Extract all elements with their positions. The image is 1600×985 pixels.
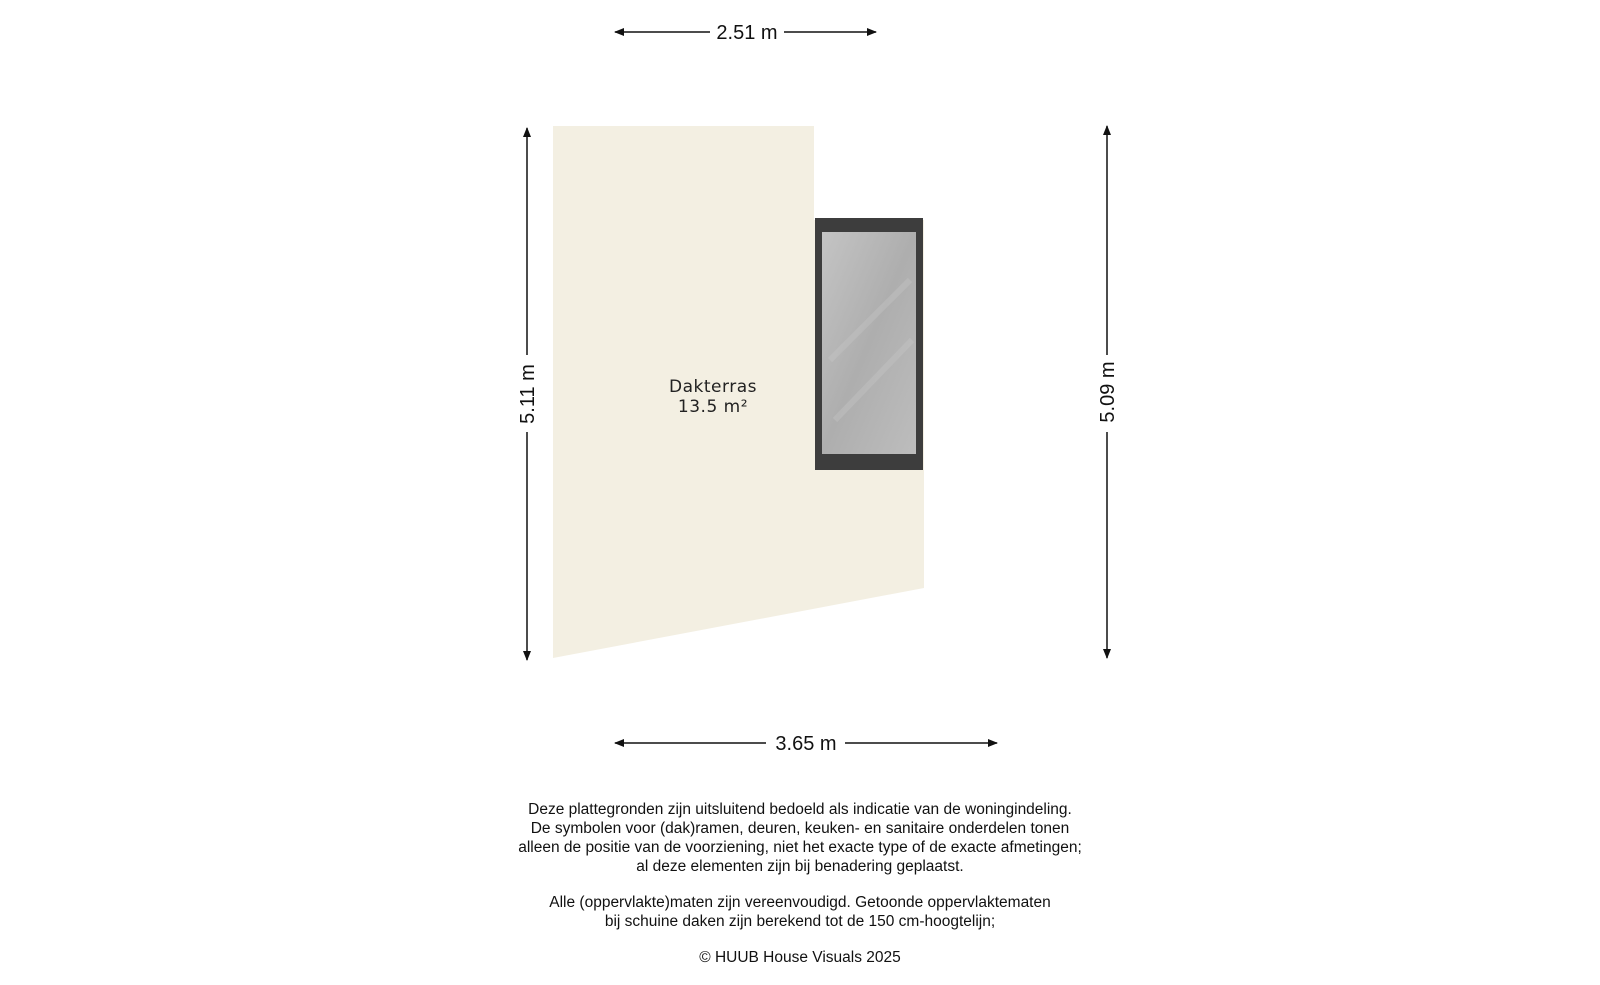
disclaimer-line: Alle (oppervlakte)maten zijn vereenvoudigd. Getoonde oppervlaktematen [549, 894, 1051, 911]
dimension-bottom [615, 733, 997, 755]
disclaimer-paragraph-1 [400, 800, 1200, 876]
disclaimer-line: De symbolen voor (dak)ramen, deuren, keuken- en sanitaire onderdelen tonen [530, 820, 1070, 837]
disclaimer-line: alleen de positie van de voorziening, niet het exacte type of de exacte afmetingen; [518, 839, 1082, 856]
disclaimer-line: Deze plattegronden zijn uitsluitend bedoeld als indicatie van de woningindeling. [528, 801, 1072, 818]
disclaimer-paragraph-2 [400, 893, 1200, 931]
dimension-right-label: 5.09 m [1097, 361, 1119, 423]
room-name: Dakterras [669, 377, 757, 397]
dimension-top-label: 2.51 m [716, 22, 778, 44]
skylight [815, 218, 923, 470]
dimension-top [615, 22, 876, 44]
copyright-text: © HUUB House Visuals 2025 [699, 949, 901, 966]
dimension-left [517, 128, 539, 660]
disclaimer-line: al deze elementen zijn bij benadering geplaatst. [636, 858, 964, 875]
copyright-notice [400, 948, 1200, 967]
room-area: 13.5 m² [677, 397, 749, 417]
disclaimer-line: bij schuine daken zijn berekend tot de 150 cm-hoogtelijn; [604, 913, 996, 930]
dimension-right [1097, 126, 1119, 658]
dimension-bottom-label: 3.65 m [775, 733, 837, 755]
dimension-left-label: 5.11 m [517, 364, 539, 424]
